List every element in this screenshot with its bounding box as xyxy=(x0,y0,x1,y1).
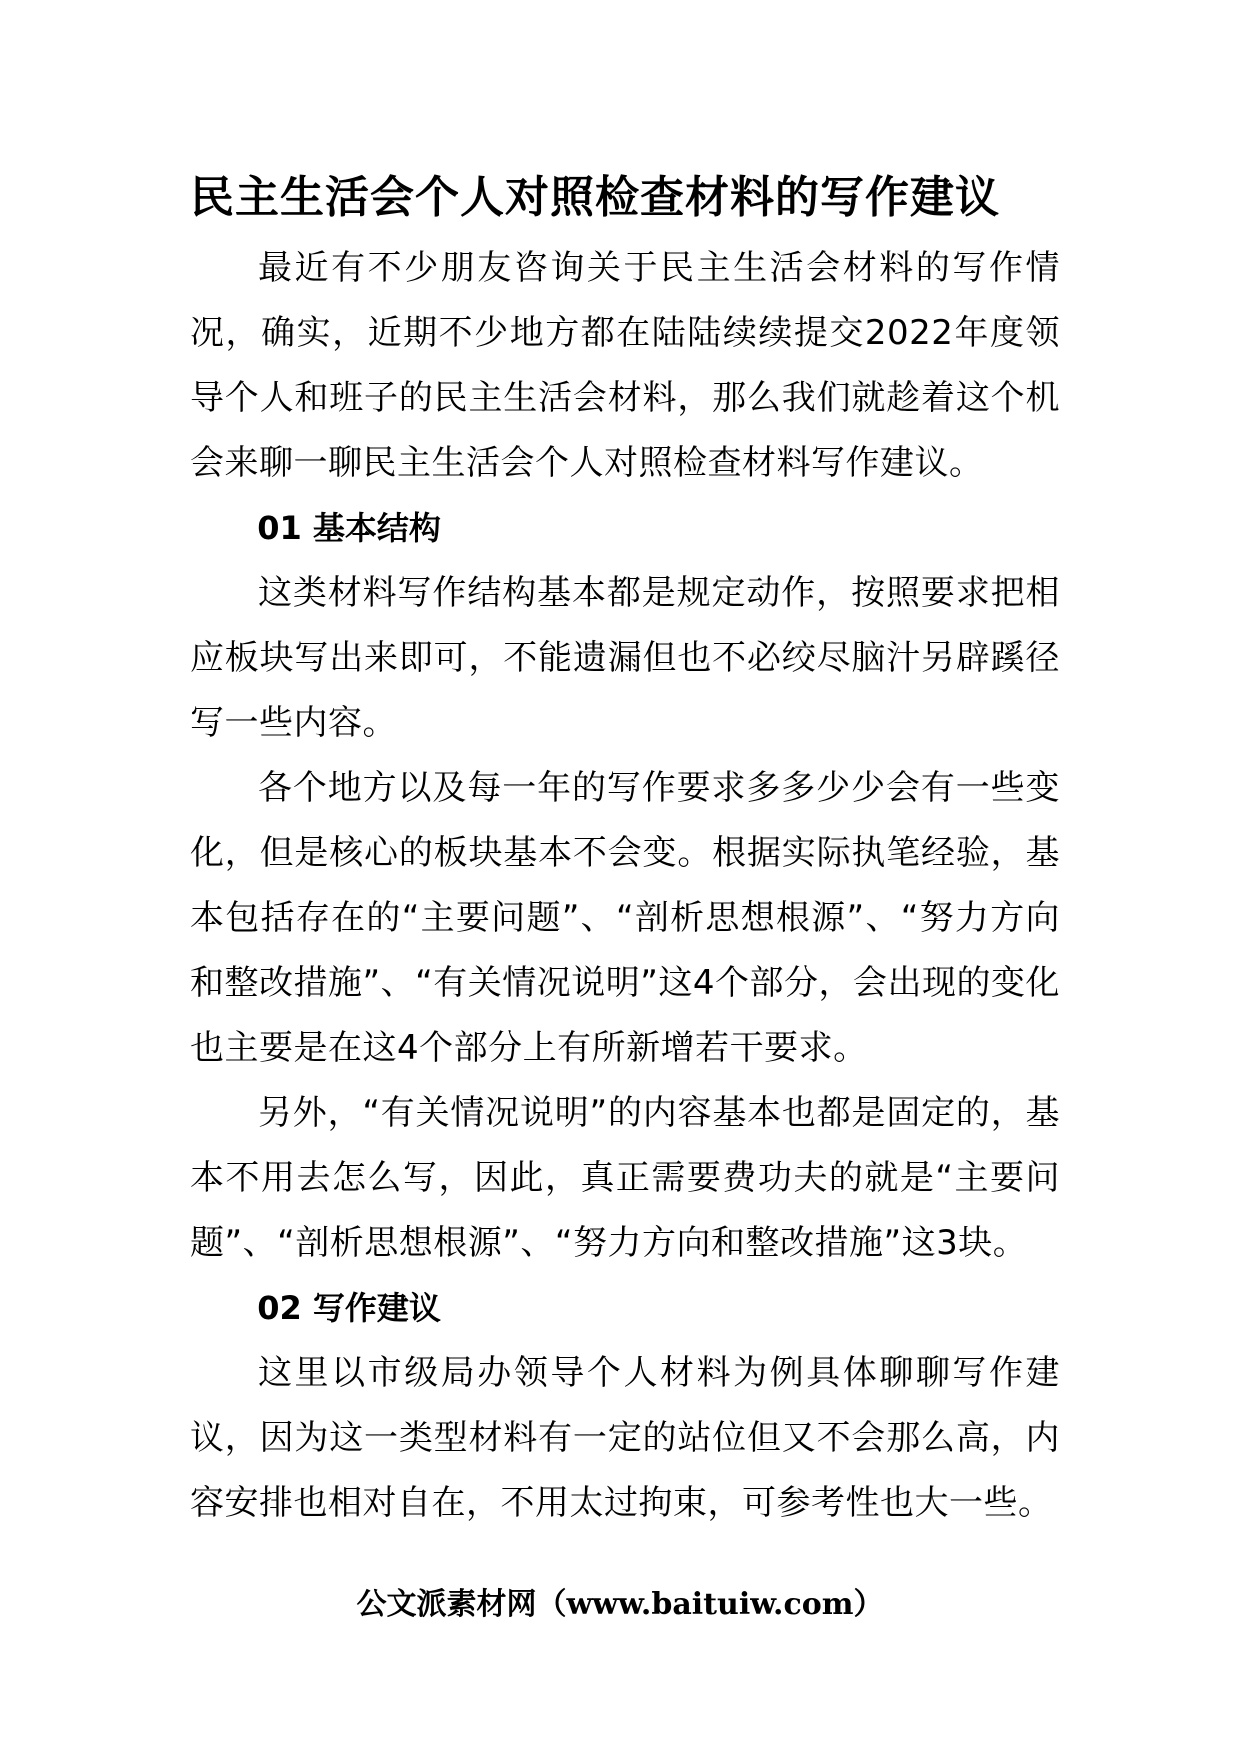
document-title: 民主生活会个人对照检查材料的写作建议 xyxy=(190,172,1000,223)
footer-source-credit: 公文派素材网（www.baituiw.com） xyxy=(356,1587,884,1622)
section-heading-basic-structure: 01 基本结构 xyxy=(257,509,441,547)
section-heading-writing-advice: 02 写作建议 xyxy=(257,1289,441,1327)
document-page xyxy=(190,160,1060,1536)
section1-paragraph: 另外，“有关情况说明”的内容基本也都是固定的，基本不用去怎么写，因此，真正需要费功夫的就是“主要问题”、“剖析思想根源”、“努力方向和整改措施”这3块。 xyxy=(190,1093,1060,1263)
section1-paragraph: 这类材料写作结构基本都是规定动作，按照要求把相应板块写出来即可，不能遗漏但也不必绞尽脑汁另辟蹊径写一些内容。 xyxy=(190,573,1060,743)
section1-paragraph: 各个地方以及每一年的写作要求多多少少会有一些变化，但是核心的板块基本不会变。根据实际执笔经验，基本包括存在的“主要问题”、“剖析思想根源”、“努力方向和整改措施”、“有关情况说明”这4个部分，会出现的变化也主要是在这4个部分上有所新增若干要求。 xyxy=(190,768,1060,1068)
intro-paragraph: 最近有不少朋友咨询关于民主生活会材料的写作情况，确实，近期不少地方都在陆陆续续提交2022年度领导个人和班子的民主生活会材料，那么我们就趁着这个机会来聊一聊民主生活会个人对照检查材料写作建议。 xyxy=(190,248,1060,483)
section2-paragraph: 这里以市级局办领导个人材料为例具体聊聊写作建议，因为这一类型材料有一定的站位但又不会那么高，内容安排也相对自在，不用太过拘束，可参考性也大一些。 xyxy=(190,1353,1060,1523)
